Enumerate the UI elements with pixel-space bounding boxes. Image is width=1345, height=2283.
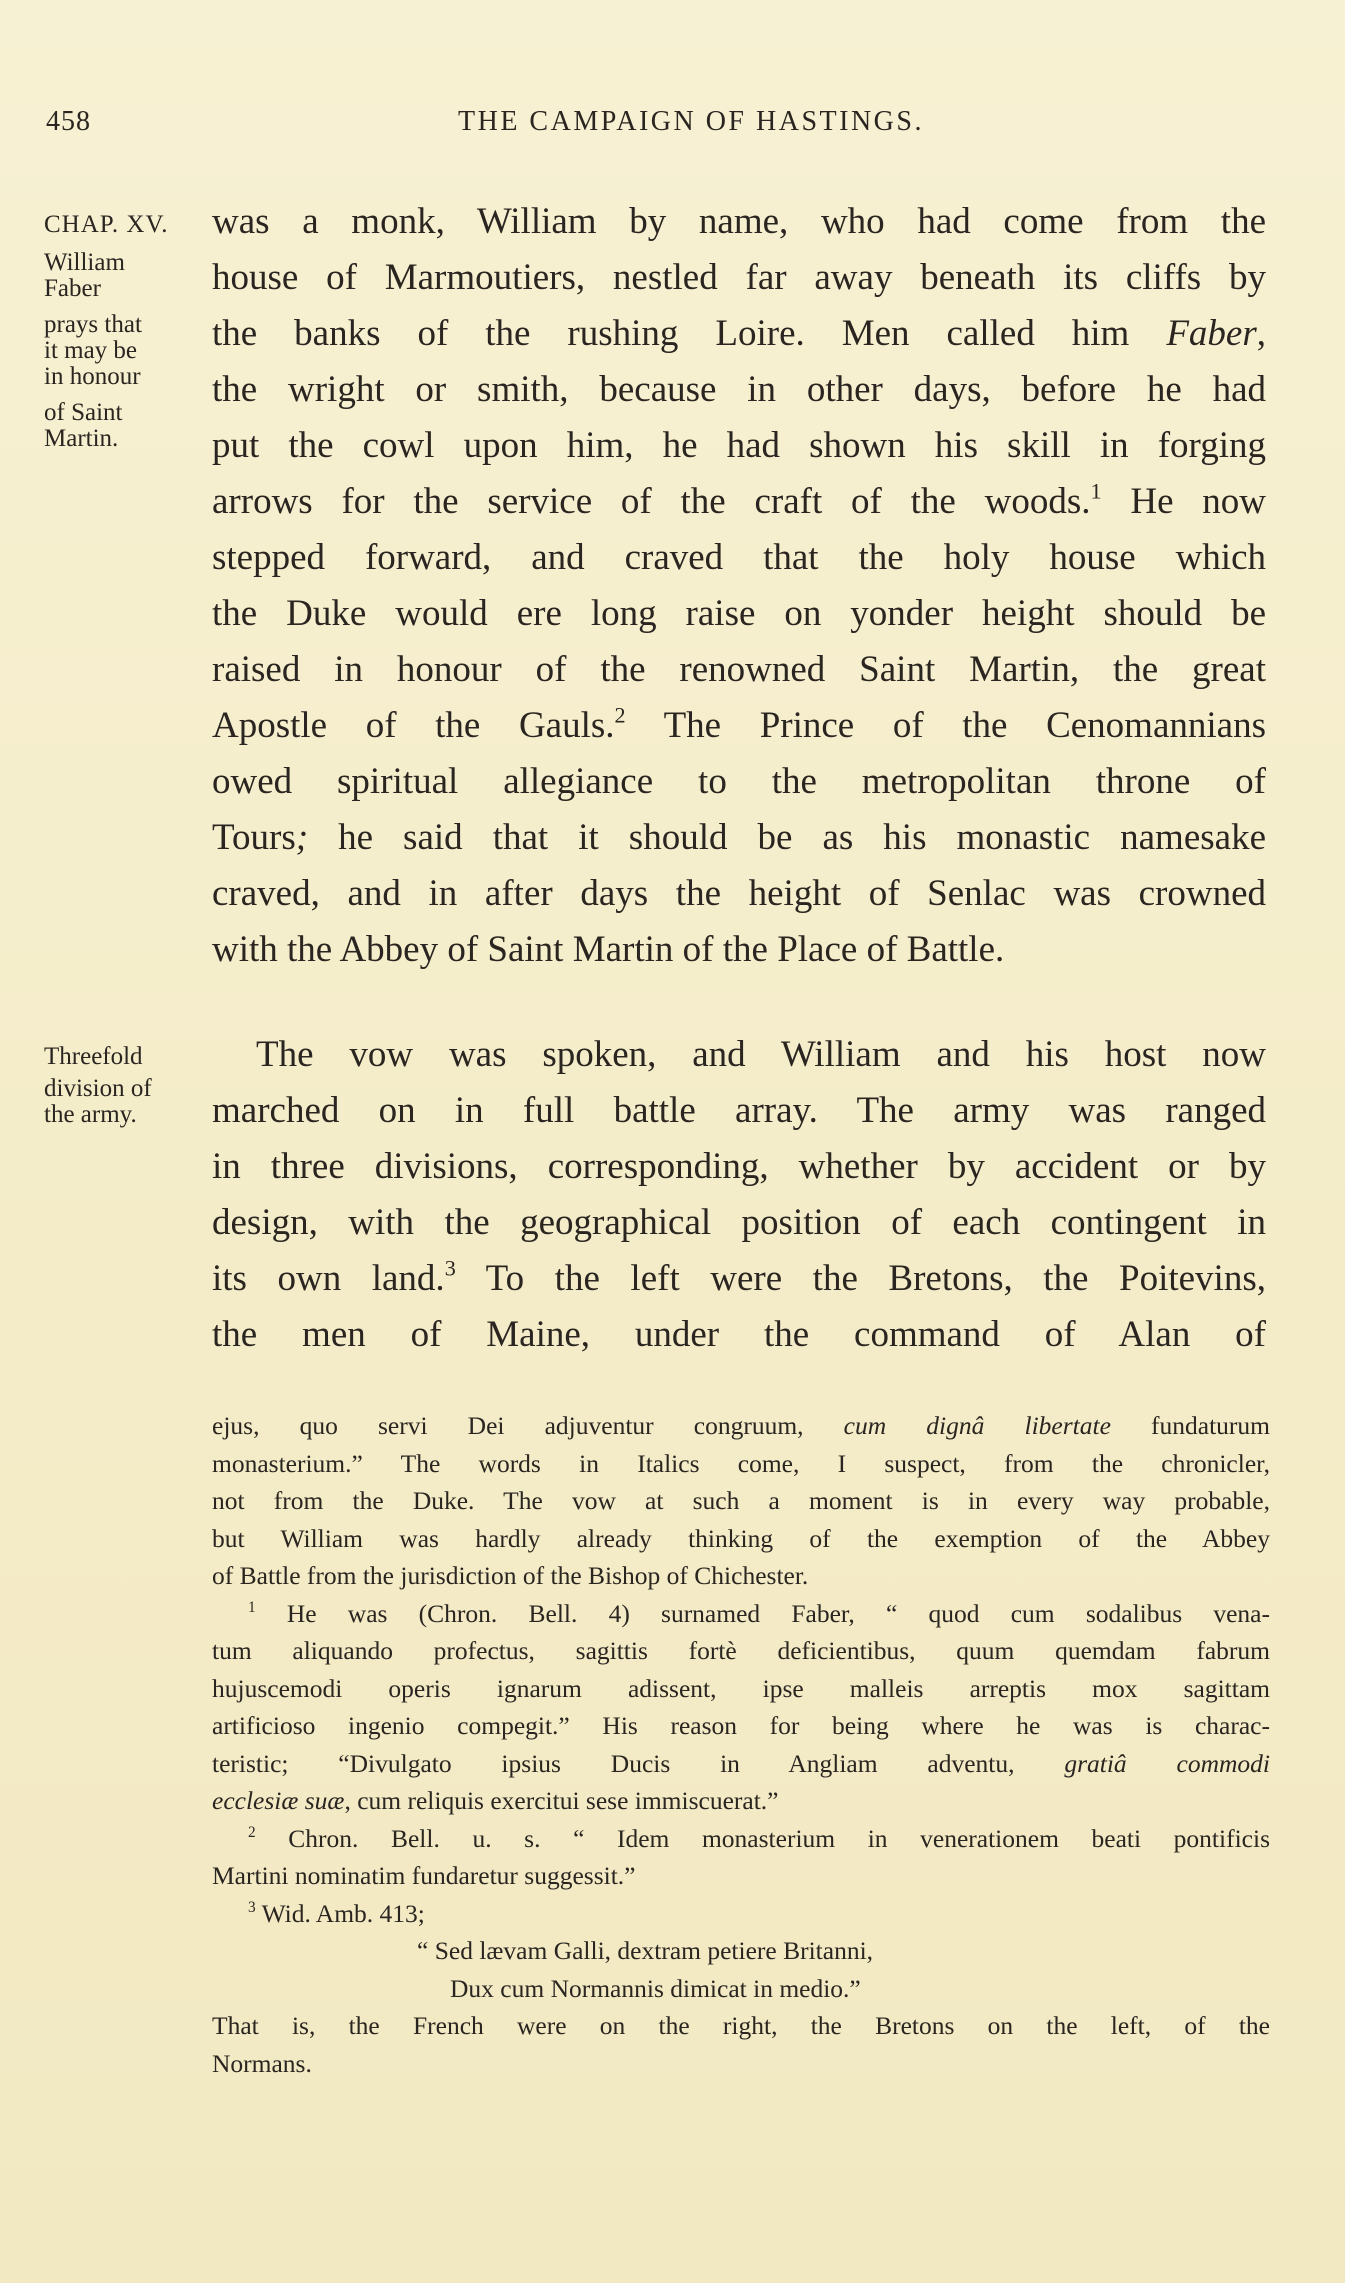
footnotes (212, 1407, 1270, 2082)
text-line: Apostle of the Gauls.$^2$ The Prince of the Cenomannians (212, 702, 1266, 746)
text-line: Tours; he said that it should be as his monastic namesake (212, 817, 1266, 858)
text-line: owed spiritual allegiance to the metropolitan throne of (212, 761, 1266, 802)
text-line: the banks of the rushing Loire. Men called him Faber, (212, 313, 1266, 354)
paragraph-1 (212, 194, 1266, 978)
margin-note-line: Threefold (44, 1043, 143, 1070)
text-line: but William was hardly already thinking of the exemption of the Abbey (212, 1523, 1270, 1553)
text-line: design, with the geographical position of each contingent in (212, 1202, 1266, 1243)
text-line: not from the Duke. The vow at such a moment is in every way probable, (212, 1486, 1270, 1515)
text-line: Martini nominatim fundaretur suggessit.” (212, 1861, 636, 1890)
footnote-marker: 3 (444, 1255, 456, 1281)
page-number: 458 (46, 106, 91, 137)
text-line: its own land.$^3$ To the left were the Bretons, the Poitevins, (212, 1255, 1266, 1299)
text-line: artificioso ingenio compegit.” His reason for being where he was is charac- (212, 1711, 1270, 1740)
text-line: That is, the French were on the right, the Bretons on the left, of the (212, 2011, 1270, 2040)
footnote-marker: 2 (248, 1823, 256, 1841)
running-head: THE CAMPAIGN OF HASTINGS. (458, 106, 924, 137)
text-line: $^1$ He was (Chron. Bell. 4) surnamed Faber, “ quod cum sodalibus vena- (248, 1598, 1270, 1628)
text-line: raised in honour of the renowned Saint Martin, the great (212, 649, 1266, 690)
footnote-marker: 1 (1090, 478, 1102, 504)
footnote-marker: 1 (248, 1598, 256, 1616)
text-line: Normans. (212, 2048, 312, 2078)
text-line: ecclesiæ suæ, cum reliquis exercitui sese immiscuerat.” (212, 1786, 779, 1815)
text-line: arrows for the service of the craft of the woods.$^1$ He now (212, 478, 1266, 522)
text-line: with the Abbey of Saint Martin of the Place of Battle. (212, 929, 1005, 970)
margin-note-line: of Saint (44, 399, 123, 426)
text-line: the wright or smith, because in other days, before he had (212, 369, 1266, 410)
page-header (46, 106, 1266, 146)
text-line: The vow was spoken, and William and his host now (256, 1034, 1266, 1075)
text-line: ejus, quo servi Dei adjuventur congruum, cum dignâ libertate fundaturum (212, 1411, 1271, 1440)
margin-note-william-faber (44, 250, 204, 452)
text-line: put the cowl upon him, he had shown his skill in forging (212, 425, 1266, 466)
text-line: house of Marmoutiers, nestled far away beneath its cliffs by (212, 257, 1266, 298)
margin-note-line: division of (44, 1075, 152, 1102)
text-line: the Duke would ere long raise on yonder height should be (212, 593, 1266, 634)
text-line: teristic; “Divulgato ipsius Ducis in Angliam adventu, gratiâ commodi (212, 1748, 1270, 1778)
chapter-label: CHAP. XV. (44, 211, 169, 238)
margin-note-threefold-division (44, 1044, 204, 1128)
text-line: “ Sed lævam Galli, dextram petiere Britanni, (417, 1936, 874, 1965)
text-line: $^3$ Wid. Amb. 413; (248, 1898, 425, 1928)
text-line: tum aliquando profectus, sagittis fortè deficientibus, quum quemdam fabrum (212, 1636, 1270, 1665)
text-line: marched on in full battle array. The army was ranged (212, 1090, 1266, 1131)
margin-note-line: in honour (44, 363, 141, 390)
margin-note-line: it may be (44, 337, 138, 364)
text-line: of Battle from the jurisdiction of the Bishop of Chichester. (212, 1561, 809, 1590)
text-line: in three divisions, corresponding, whether by accident or by (212, 1146, 1266, 1187)
text-line: the men of Maine, under the command of Alan of (212, 1314, 1266, 1355)
text-line: $^2$ Chron. Bell. u. s. “ Idem monasterium in venerationem beati pontificis (248, 1823, 1270, 1853)
paragraph-2 (212, 1027, 1266, 1363)
footnote-marker: 2 (614, 702, 626, 728)
margin-note-line: the army. (44, 1101, 137, 1128)
footnote-marker: 3 (248, 1898, 256, 1916)
text-line: stepped forward, and craved that the holy house which (212, 537, 1266, 578)
margin-note-line: Martin. (44, 425, 119, 452)
text-line: craved, and in after days the height of Senlac was crowned (212, 873, 1266, 914)
margin-note-line: William (44, 249, 125, 276)
margin-note-chapter (44, 212, 204, 238)
text-line: Dux cum Normannis dimicat in medio.” (450, 1973, 861, 2003)
text-line: was a monk, William by name, who had come from the (212, 201, 1266, 242)
text-line: hujuscemodi operis ignarum adissent, ipse malleis arreptis mox sagittam (212, 1673, 1270, 1703)
text-line: monasterium.” The words in Italics come, I suspect, from the chronicler, (212, 1448, 1270, 1478)
margin-note-line: Faber (44, 275, 101, 302)
margin-note-line: prays that (44, 311, 142, 338)
